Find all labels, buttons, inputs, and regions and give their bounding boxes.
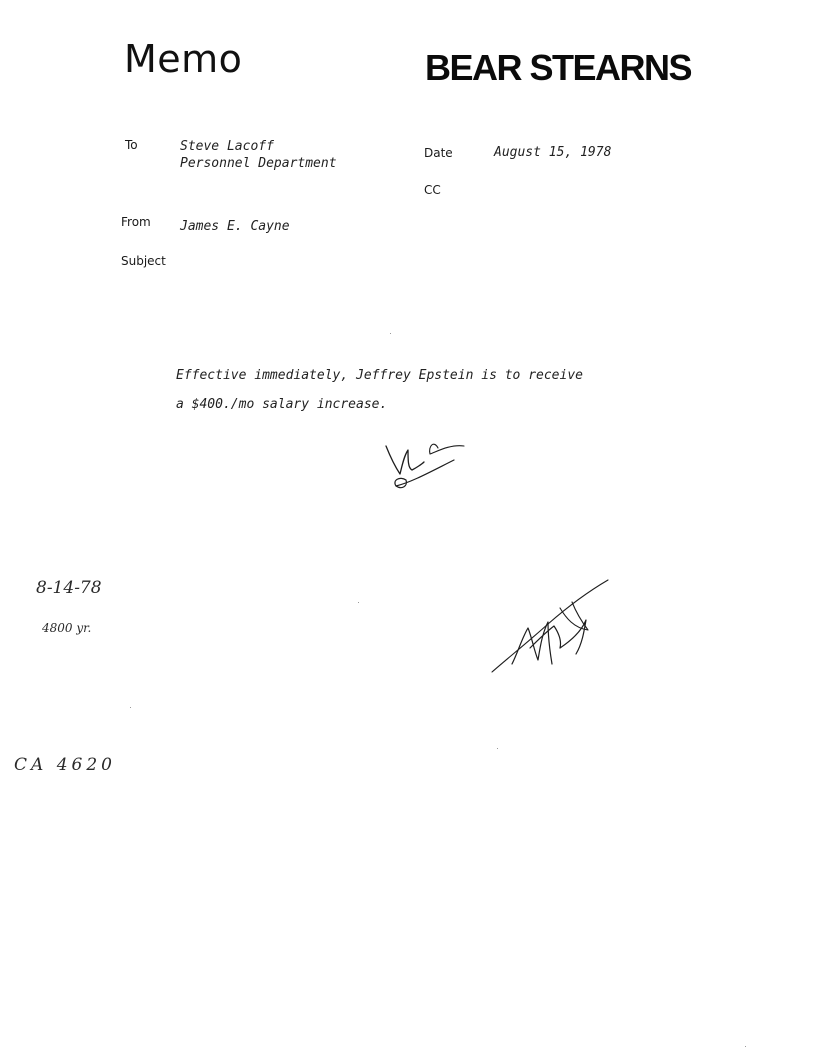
cc-label: CC [424,183,441,197]
body-line-1: Effective immediately, Jeffrey Epstein is to receive [176,368,583,383]
to-label: To [125,138,138,152]
to-department: Personnel Department [180,156,337,171]
scan-speck [390,333,391,334]
to-name: Steve Lacoff [180,139,274,154]
bear-stearns-logo: BEAR STEARNS [425,47,692,88]
from-value: James E. Cayne [180,219,290,234]
handwritten-date-note: 8-14-78 [36,578,102,598]
initials-signature [378,436,470,494]
approval-signature [488,572,612,676]
scan-speck [130,707,131,708]
handwritten-amount-note: 4800 yr. [42,621,92,635]
date-label: Date [424,146,453,160]
body-line-2: a $400./mo salary increase. [176,397,388,412]
date-value: August 15, 1978 [494,145,612,160]
scan-speck [745,1046,746,1047]
handwritten-number-note: CA 4620 [14,755,116,775]
from-label: From [121,215,151,229]
memo-heading: Memo [124,37,243,81]
scan-speck [358,602,359,603]
subject-label: Subject [121,254,166,268]
scan-speck [497,748,498,749]
